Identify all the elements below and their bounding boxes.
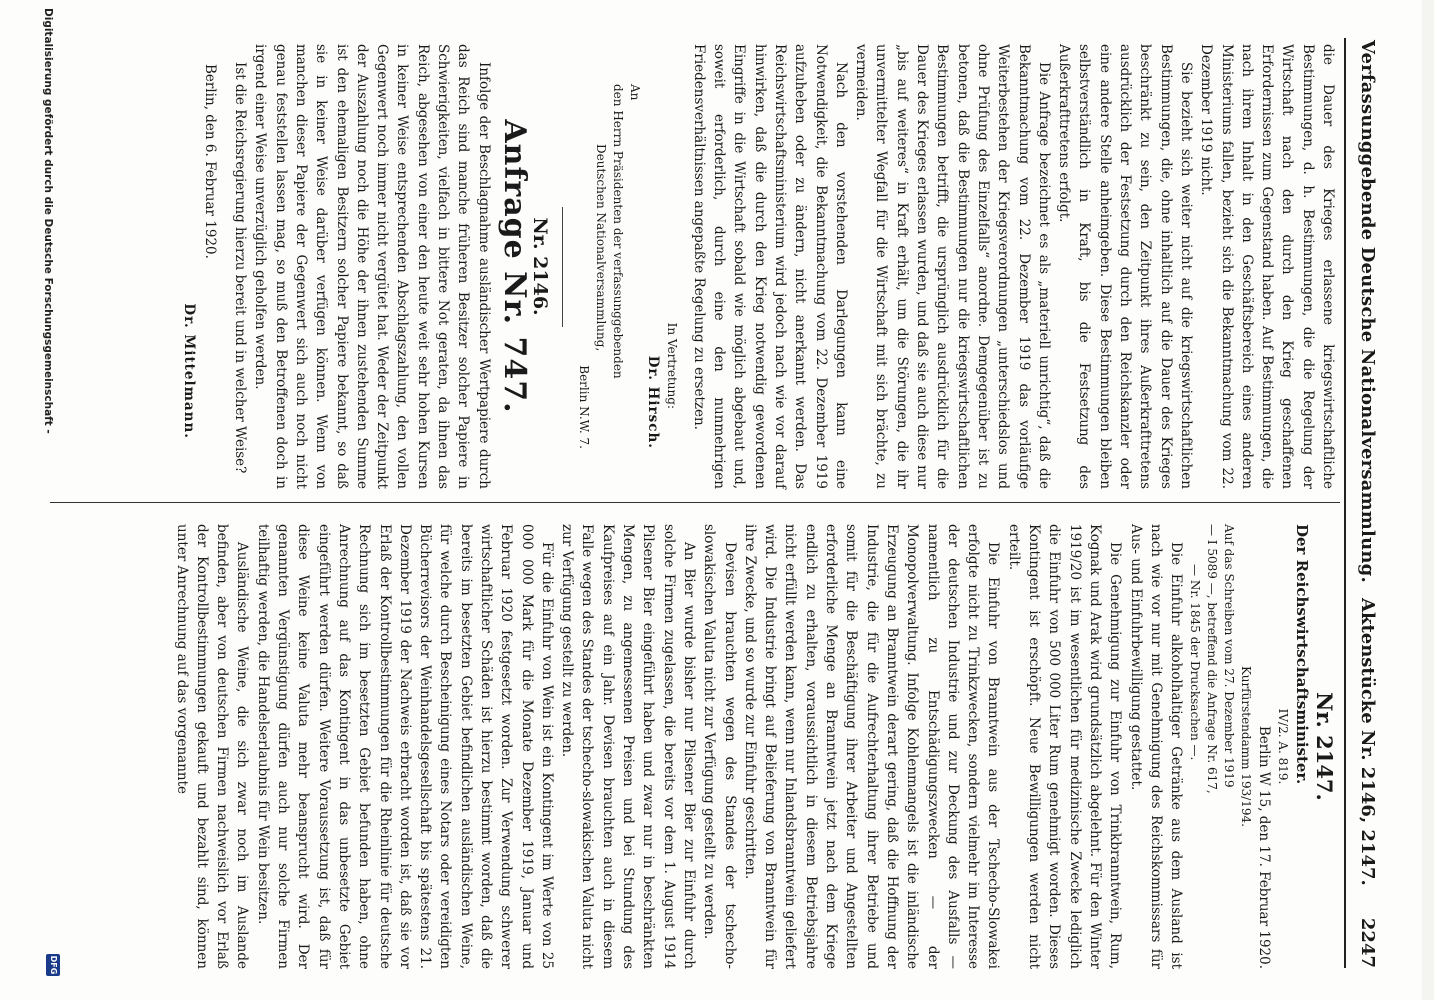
left-column <box>179 44 1338 489</box>
reference-line: — I 5089 —, betreffend die Anfrage Nr. 617, <box>1205 524 1220 794</box>
date-line: Berlin, den 6. Februar 1920. <box>201 64 218 259</box>
paragraph: die Dauer des Krieges erlassene kriegswirtschaftliche Bestimmungen, d. h. Bestimmungen, die die Regelung der Wirtschaft nach den durch den Krieg geschaffenen Erfordernissen zum Gegenstand haben. Auf Bestimmungen, die nach ihrem Inhalt in den Geschäftsbereich eines anderen Ministeriums fallen, bezieht sich die Bekanntmachung vom 22. Dezember 1919 nicht. <box>1198 44 1336 489</box>
page-number: 2247 <box>1357 917 1378 968</box>
column-divider <box>50 502 1340 503</box>
in-vertretung: In Vertretung: <box>665 322 680 409</box>
place-date: Berlin W 15, den 17. Februar 1920. <box>1256 725 1273 969</box>
reference-number: IV/2. A. 819. <box>1276 708 1291 785</box>
recipient-line: Deutschen Nationalversammlung, <box>594 144 609 352</box>
paragraph: Die Genehmigung zur Einfuhr von Trinkbranntwein, Rum, Kognak und Arak wird grundsätzlich abgelehnt. Für den Winter 1919/20 ist im wesentlichen für medizinische Zwecke lediglich die Einfuhr von 500 000 Liter Rum genehmigt worden. Dieses Kontingent ist erschöpft. Neue Bewilligungen werden nicht erteilt. <box>1005 524 1124 969</box>
paragraph: Für die Einfuhr von Wein ist ein Kontingent im Werte von 25 000 000 Mark für die Monate Dezember 1919, Januar und Februar 1920 festgesetzt worden. Zur Verwendung schwerer wirtschaftlicher Schäden ist hierzu bestimmt worden, daß die bereits im besetzten Gebiet befindlichen ausländischen Weine, für welche durch Bescheinigung eines Notars oder vereidigten Bücherrevisors der Weinhandelsgesellschaft bis spätestens 21. Dezember 1919 der Nachweis erbracht worden ist, daß sie vor Erlaß der Kontrollbestimmungen für die Rheinlinie für deutsche Rechnung sich im besetzten Gebiet befunden haben, ohne Anrechnung auf das Kontingent in das unbesetzte Gebiet eingeführt werden dürfen. Weitere Voraussetzung ist, daß für diese Weine keine Valuta mehr beansprucht wird. Der genannten Vergünstigung dürfen auch nur solche Firmen teilhaftig werden, die Handelserlaubnis für Wein besitzen. <box>254 524 555 969</box>
signature-mittelmann: Dr. Mittelmann. <box>181 303 198 439</box>
dfg-logo: DFG <box>46 954 60 976</box>
address-an: An <box>628 84 643 101</box>
anfrage-title: Anfrage Nr. 747. <box>496 119 532 414</box>
paragraph: Die Einfuhr alkoholhaltiger Getränke aus dem Ausland ist nach wie vor nur mit Genehmigung des Reichskommissars für Aus- und Einfuhrbewilligung gestattet. <box>1127 524 1185 969</box>
address-line: Kurfürstendamm 193/194. <box>1239 666 1254 827</box>
scan-edge <box>1422 0 1434 1000</box>
ministry-heading: Der Reichswirtschaftsminister. <box>1292 524 1311 785</box>
paragraph: Sie bezieht sich weiter nicht auf die kriegswirtschaftlichen Bestimmungen, die, ohne inhaltlich auf die Dauer des Krieges beschränkt zu sein, den Zeitpunkt ihres Außerkrafttretens ausdrücklich der Festsetzung durch den Reichskanzler oder eine andere Stelle anheimgeben. Diese Bestimmungen bleiben selbstverständlich in Kraft, bis die Festsetzung des Außerkrafttretens erfolgt. <box>1056 44 1194 489</box>
running-head-title: Verfassunggebende Deutsche Nationalversammlung. <box>1357 40 1378 583</box>
digitization-note <box>38 0 56 1000</box>
recipient-city: Berlin N.W. 7. <box>577 365 592 449</box>
reference-line: Auf das Schreiben vom 27. Dezember 1919 <box>1222 524 1237 788</box>
recipient-line: den Herrn Präsidenten der verfassunggebenden <box>611 84 626 379</box>
signature-hirsch: Dr. Hirsch. <box>645 355 662 449</box>
right-column <box>171 524 1338 969</box>
document-number-2147: Nr. 2147. <box>1312 692 1337 801</box>
document-number-2146: Nr. 2146. <box>529 217 552 316</box>
paragraph: Nach den vorstehenden Darlegungen kann eine Notwendigkeit, die Bekanntmachung vom 22. Dezember 1919 aufzuheben oder zu ändern, nicht anerkannt werden. Das Reichswirtschaftsministerium wird jedoch nach wie vor darauf hinwirken, daß die durch den Krieg notwendig gewordenen Eingriffe in die Wirtschaft sobald wie möglich abgebaut und, soweit erforderlich, durch eine den nunmehrigen Friedensverhältnissen angepaßte Regelung zu ersetzen. <box>690 44 849 489</box>
separator-rule <box>562 207 563 327</box>
paragraph: An Bier wurde bisher nur Pilsener Bier zur Einfuhr durch solche Firmen zugelassen, die bereits vor dem 1. August 1914 Pilsener Bier eingeführt haben und zwar nur in beschränkten Mengen, zu angemessenen Preisen und bei Stundung des Kaufpreises auf ein Jahr. Devisen brauchten auch in diesem Falle wegen des Standes der tschecho-slowakischen Valuta nicht zur Verfügung gestellt zu werden. <box>559 524 697 969</box>
paragraph: Die Anfrage bezeichnet es als „materiell unrichtig“, daß die Bekanntmachung vom 22. Dezember 1919 das vorläufige Weiterbestehen der Kriegsverordnungen „unterschiedslos und ohne Prüfung des Einzelfalls“ anordne. Demgegenüber ist zu betonen, daß die Bestimmungen nur die kriegswirtschaftlichen Bestimmungen betrifft, die ursprünglich ausdrücklich für die Dauer des Krieges erlassen wurden, und daß sie auch diese nur „bis auf weiteres“ in Kraft erhält, um die Störungen, die ihr unvermittelter Wegfall für die Wirtschaft mit sich brächte, zu vermeiden. <box>853 44 1052 489</box>
paragraph: Devisen brauchten wegen des Standes der tschecho-slowakischen Valuta nicht zur Verfügung gestellt zu werden. <box>701 524 738 969</box>
paragraph: Die Einfuhr von Branntwein aus der Tschecho-Slowakei erfolgte nicht zu Trinkzwecken, sondern vielmehr im Interesse der deutschen Industrie und zur Deckung des Ausfalls — namentlich zu Entschädigungszwecken — der Monopolverwaltung. Infolge Kohlenmangels ist die inländische Erzeugung an Branntwein derart gering, daß die Hoffnung der Industrie, die für die Aufrechterhaltung ihrer Betriebe und somit für die Beschäftigung ihrer Arbeiter und Angestellten erforderliche Menge an Branntwein jetzt nach dem Kriege endlich zu erhalten, voraussichtlich in diesem Betriebsjahre nicht erfüllt werden kann, wenn nur Inlandsbranntwein geliefert wird. Die Industrie bringt auf Belieferung von Branntwein für ihre Zwecke, und so wurde zur Einfuhr geschritten. <box>741 524 1002 969</box>
paragraph: Infolge der Beschlagnahme ausländischer Wertpapiere durch das Reich sind manche früheren Besitzer solcher Papiere in Schwierigkeiten, vielfach in bittere Not geraten, da ihnen das Reich, abgesehen von einer den heute weit sehr hohen Kursen in keiner Weise entsprechenden Abschlagszahlung, den vollen Gegenwert noch immer nicht vergütet hat. Weder der Zeitpunkt der Auszahlung noch die Höhe der ihnen zustehenden Summe ist den ehemaligen Besitzern solcher Papiere bekannt, so daß sie in keiner Weise darüber verfügen können. Wenn von manchen dieser Papiere der Gegenwert sich auch noch nicht genau feststellen lassen mag, so muß den Betroffenen doch in irgend einer Weise unverzüglich geholfen werden. <box>252 44 492 489</box>
running-head <box>1350 40 1382 968</box>
running-head-document-numbers: Aktenstücke Nr. 2146, 2147. <box>1357 598 1378 886</box>
digitization-note-text: Digitalisierung gefördert durch die Deutsche Forschungsgemeinschaft - <box>42 8 54 434</box>
reference-line: — Nr. 1845 der Drucksachen —. <box>1188 564 1203 761</box>
paragraph: Ausländische Weine, die sich zwar noch im Auslande befinden, aber von deutschen Firmen nachweislich vor Erlaß der Kontrollbestimmungen gekauft und bezahlt sind, können unter Anrechnung auf das vorgenannte <box>173 524 251 969</box>
header-rule <box>1344 38 1346 968</box>
paragraph: Ist die Reichsregierung hierzu bereit und in welcher Weise? <box>232 62 249 474</box>
